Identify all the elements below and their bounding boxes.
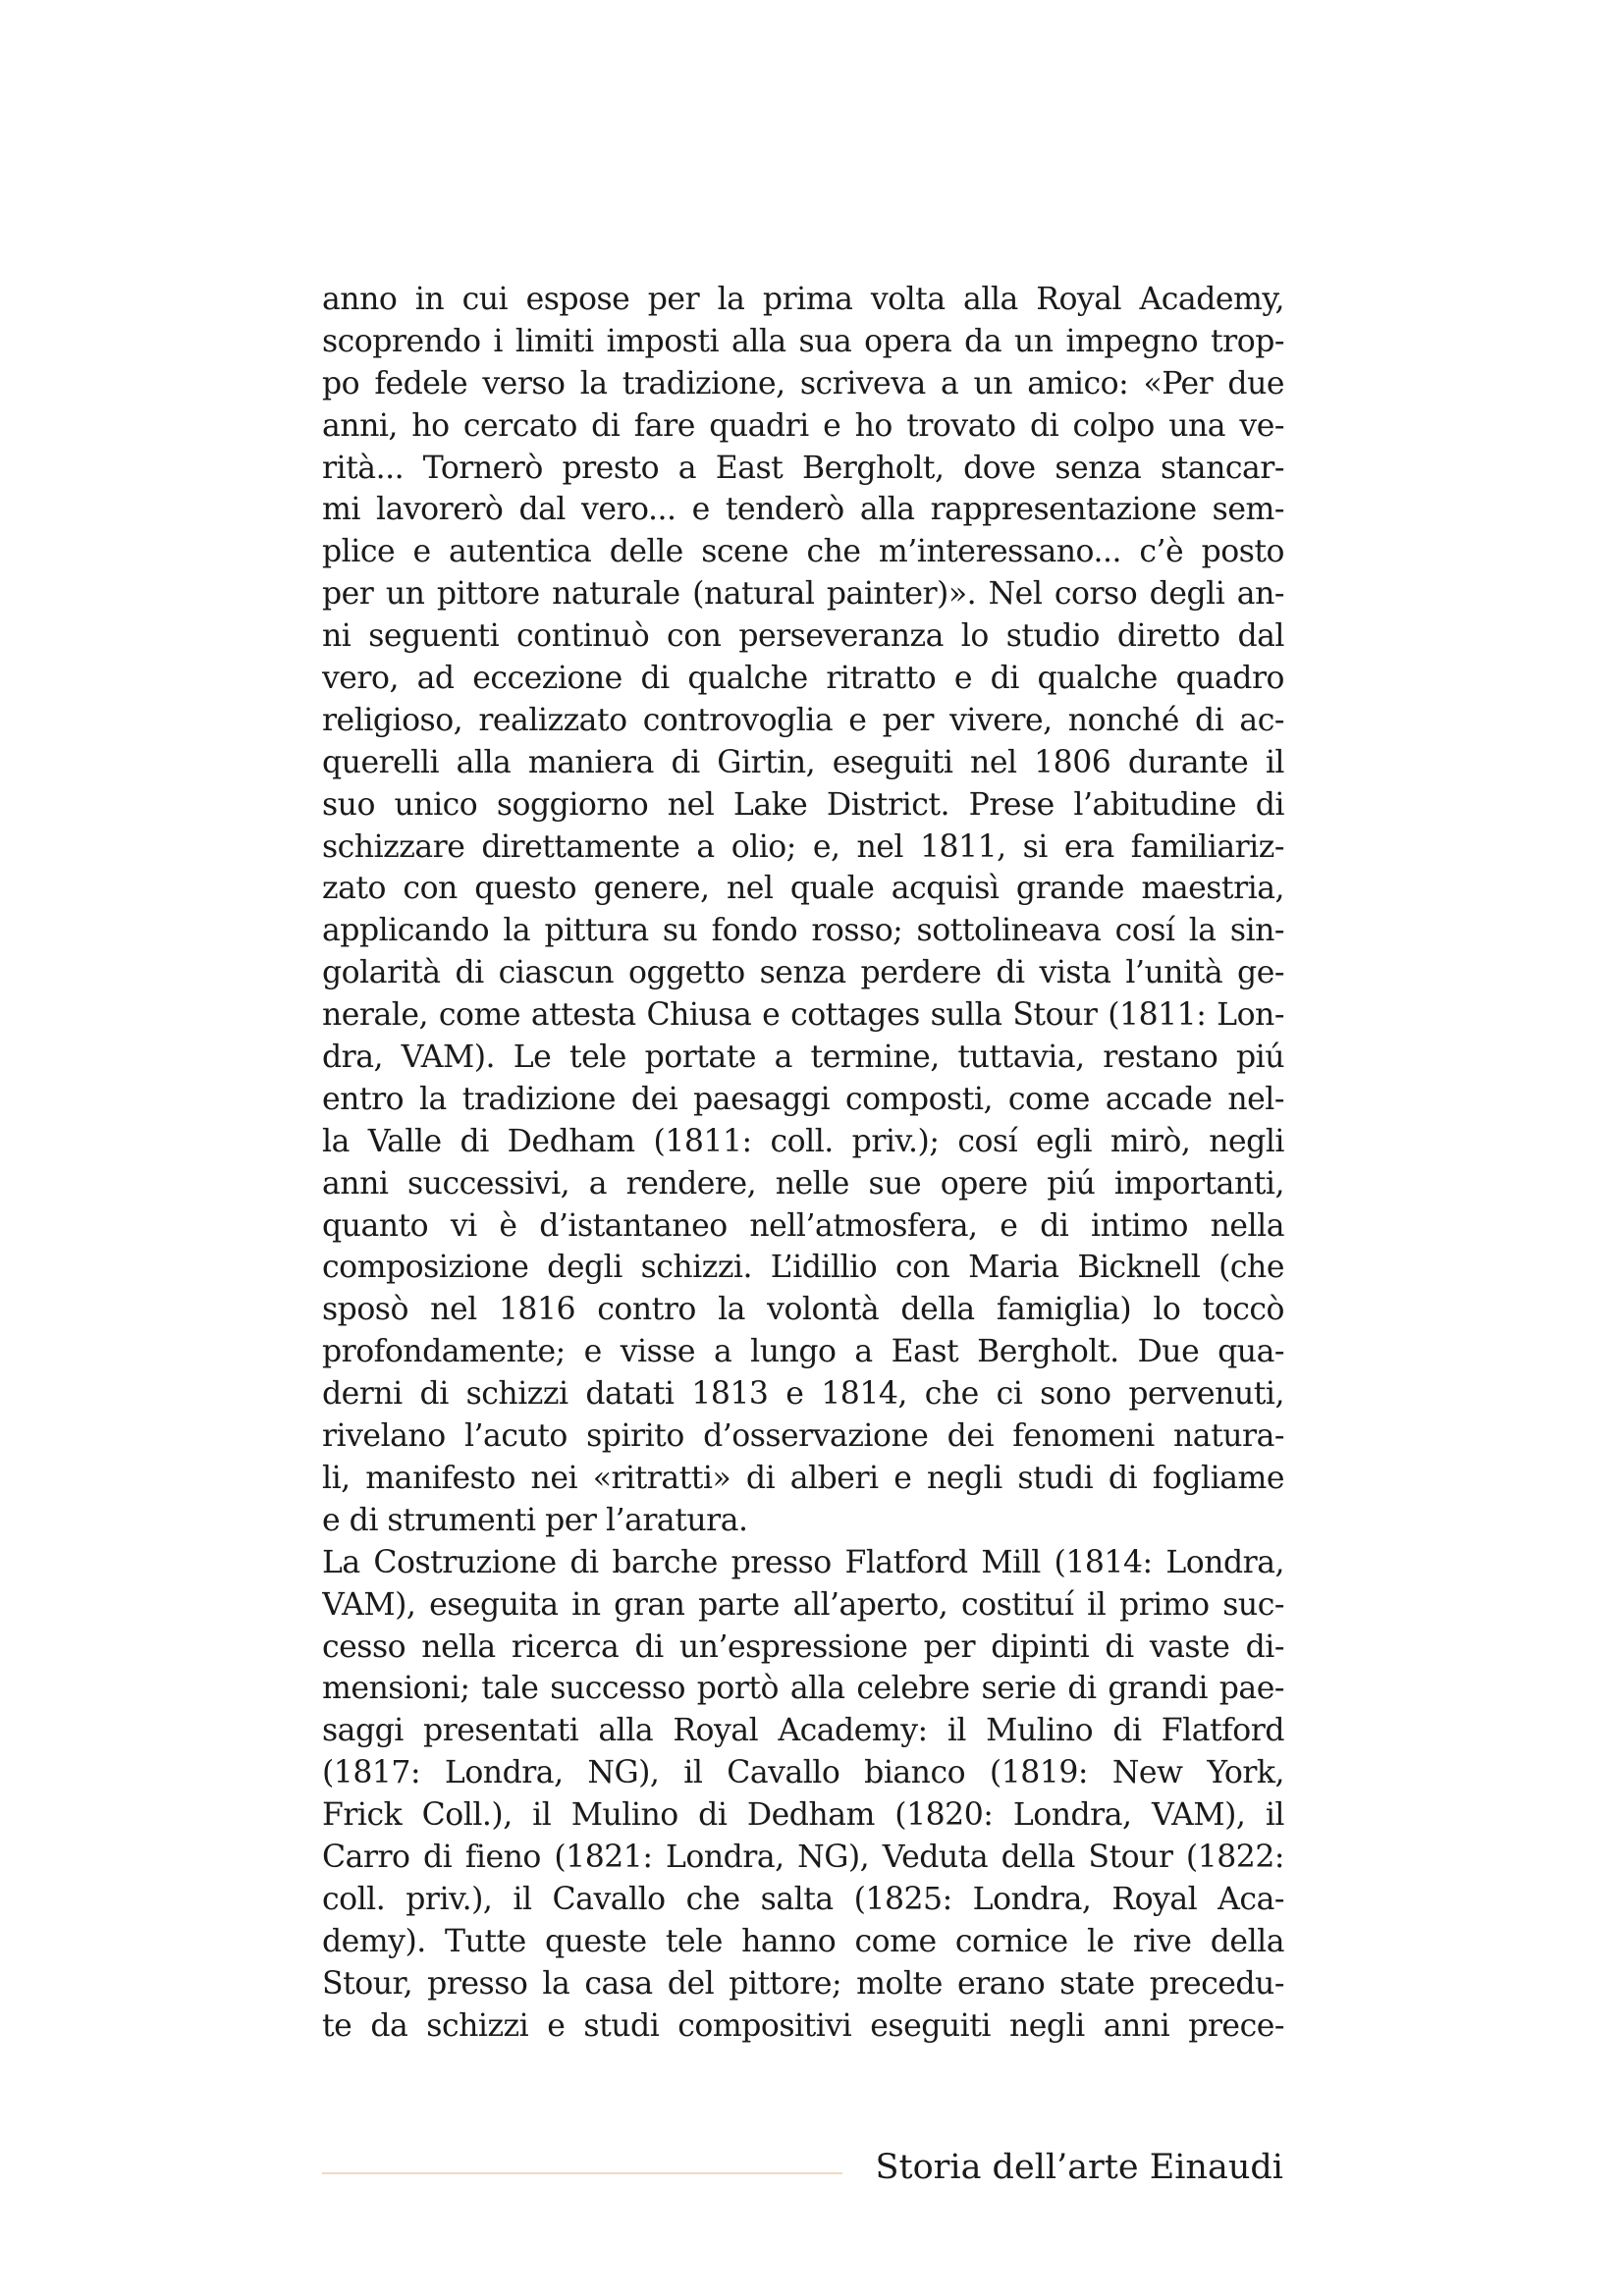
text-line: Carro di fieno (1821: Londra, NG), Veduta della Stour (1822: (322, 1839, 1284, 1875)
text-line: zato con questo genere, nel quale acquisì grande maestria, (322, 871, 1284, 907)
text-line: anni, ho cercato di fare quadri e ho trovato di colpo una ve- (322, 407, 1284, 444)
text-line: scoprendo i limiti imposti alla sua opera da un impegno trop- (322, 323, 1284, 359)
footer-title: Storia dell’arte Einaudi (875, 2148, 1283, 2187)
text-line: anno in cui espose per la prima volta alla Royal Academy, (322, 282, 1284, 317)
text-line: plice e autentica delle scene che m’interessano... c’è posto (322, 534, 1284, 570)
text-line: rivelano l’acuto spirito d’osservazione dei fenomeni natura- (322, 1418, 1284, 1455)
text-line: te da schizzi e studi compositivi eseguiti negli anni prece- (322, 2007, 1284, 2044)
text-line: e di strumenti per l’aratura. (322, 1502, 748, 1538)
text-line: schizzare direttamente a olio; e, nel 1811, si era familiariz- (322, 828, 1284, 865)
text-line: golarità di ciascun oggetto senza perdere di vista l’unità ge- (322, 955, 1284, 991)
text-line: cesso nella ricerca di un’espressione per dipinti di vaste di- (322, 1629, 1284, 1665)
text-line: entro la tradizione dei paesaggi composti, come accade nel- (322, 1081, 1284, 1117)
text-line: vero, ad eccezione di qualche ritratto e di qualche quadro (322, 661, 1284, 697)
text-line: Frick Coll.), il Mulino di Dedham (1820: Londra, VAM), il (322, 1797, 1284, 1834)
text-line: profondamente; e visse a lungo a East Bergholt. Due qua- (322, 1334, 1284, 1370)
text-line: saggi presentati alla Royal Academy: il Mulino di Flatford (322, 1713, 1284, 1749)
text-line: nerale, come attesta Chiusa e cottages sulla Stour (1811: Lon- (322, 997, 1284, 1034)
text-line: querelli alla maniera di Girtin, eseguiti nel 1806 durante il (322, 744, 1284, 780)
text-line: quanto vi è d’istantaneo nell’atmosfera, e di intimo nella (322, 1207, 1284, 1244)
text-line: La Costruzione di barche presso Flatford Mill (1814: Londra, (322, 1544, 1284, 1580)
text-line: Stour, presso la casa del pittore; molte erano state precedu- (322, 1965, 1284, 2002)
text-line: la Valle di Dedham (1811: coll. priv.); cosí egli mirò, negli (322, 1123, 1284, 1159)
text-line: mensioni; tale successo portò alla celebre serie di grandi pae- (322, 1671, 1284, 1707)
text-line: derni di schizzi datati 1813 e 1814, che ci sono pervenuti, (322, 1376, 1284, 1413)
text-line: po fedele verso la tradizione, scriveva a un amico: «Per due (322, 365, 1284, 401)
text-line: religioso, realizzato controvoglia e per vivere, nonché di ac- (322, 702, 1284, 738)
text-line: demy). Tutte queste tele hanno come cornice le rive della (322, 1923, 1284, 1959)
text-line: applicando la pittura su fondo rosso; sottolineava cosí la sin- (322, 913, 1284, 949)
text-line: rità... Tornerò presto a East Bergholt, dove senza stancar- (322, 450, 1284, 486)
body-text (322, 279, 1284, 2047)
text-line: dra, VAM). Le tele portate a termine, tuttavia, restano piú (322, 1040, 1284, 1076)
text-line: coll. priv.), il Cavallo che salta (1825: Londra, Royal Aca- (322, 1881, 1284, 1917)
text-line: anni successivi, a rendere, nelle sue opere piú importanti, (322, 1165, 1284, 1201)
text-line: per un pittore naturale (natural painter)». Nel corso degli an- (322, 576, 1284, 613)
text-line: ni seguenti continuò con perseveranza lo studio diretto dal (322, 618, 1284, 655)
text-line: VAM), eseguita in gran parte all’aperto, costituí il primo suc- (322, 1586, 1284, 1623)
text-line: mi lavorerò dal vero... e tenderò alla rappresentazione sem- (322, 492, 1284, 528)
text-line: li, manifesto nei «ritratti» di alberi e negli studi di fogliame (322, 1460, 1284, 1496)
text-line: (1817: Londra, NG), il Cavallo bianco (1819: New York, (322, 1755, 1284, 1791)
text-line: sposò nel 1816 contro la volontà della famiglia) lo toccò (322, 1292, 1284, 1328)
text-line: composizione degli schizzi. L’idillio con Maria Bicknell (che (322, 1250, 1284, 1286)
footer-divider (322, 2172, 842, 2174)
text-line: suo unico soggiorno nel Lake District. Prese l’abitudine di (322, 786, 1284, 823)
